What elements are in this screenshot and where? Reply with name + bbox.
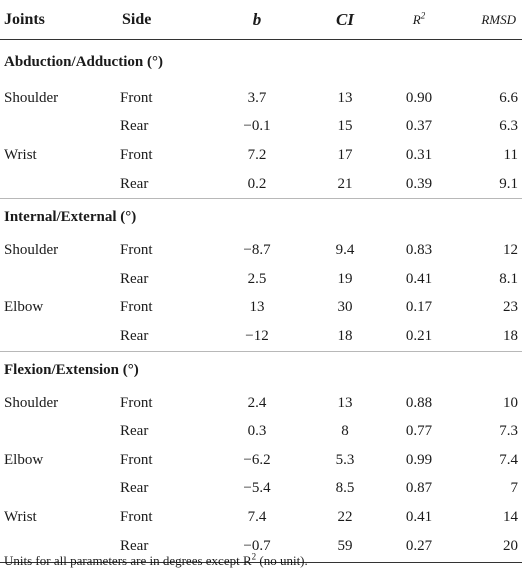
cell-rmsd: 10 xyxy=(503,394,518,411)
cell-rmsd: 6.6 xyxy=(499,89,518,106)
table-body xyxy=(0,40,522,563)
cell-rmsd: 6.3 xyxy=(499,118,518,135)
header-side: Side xyxy=(118,0,208,40)
table-row xyxy=(0,475,522,504)
cell-b: −12 xyxy=(245,327,269,344)
cell-ci: 19 xyxy=(337,270,353,287)
cell-ci: 8 xyxy=(341,423,349,440)
cell-rmsd: 11 xyxy=(503,146,518,163)
cell-b: −5.4 xyxy=(243,480,271,497)
cell-r2: 0.31 xyxy=(405,146,433,163)
cell-rmsd: 7.4 xyxy=(499,451,518,468)
header-b: b xyxy=(208,0,306,40)
group-header-row xyxy=(0,40,522,85)
cell-ci: 15 xyxy=(337,118,353,135)
group-header-row xyxy=(0,351,522,389)
cell-joint xyxy=(0,417,118,446)
group-title: Flexion/Extension (°) xyxy=(0,351,522,389)
table-row xyxy=(0,503,522,532)
cell-side: Rear xyxy=(120,270,149,287)
cell-b: 7.4 xyxy=(247,508,267,525)
cell-r2: 0.21 xyxy=(405,327,433,344)
cell-b: 0.2 xyxy=(247,175,267,192)
cell-b: 2.5 xyxy=(247,270,267,287)
table-row xyxy=(0,417,522,446)
header-r2 xyxy=(384,0,454,40)
cell-joint xyxy=(0,322,118,351)
footnote-sup: 2 xyxy=(251,551,257,562)
cell-ci: 5.3 xyxy=(335,451,355,468)
cell-r2: 0.39 xyxy=(405,175,433,192)
cell-rmsd: 7.3 xyxy=(499,423,518,440)
cell-side: Front xyxy=(120,299,153,316)
cell-b: 2.4 xyxy=(247,394,267,411)
cell-joint: Shoulder xyxy=(4,394,59,411)
table-row xyxy=(0,141,522,170)
group-header-row xyxy=(0,199,522,237)
cell-joint: Elbow xyxy=(4,451,44,468)
cell-r2: 0.99 xyxy=(405,451,433,468)
cell-joint: Elbow xyxy=(4,299,44,316)
cell-side: Front xyxy=(120,89,153,106)
cell-ci: 13 xyxy=(337,89,353,106)
cell-rmsd: 18 xyxy=(503,327,518,344)
cell-ci: 30 xyxy=(337,299,353,316)
header-r2-base: R xyxy=(412,11,421,27)
cell-rmsd: 9.1 xyxy=(499,175,518,192)
table-row xyxy=(0,294,522,323)
table-row xyxy=(0,446,522,475)
cell-side: Rear xyxy=(120,118,149,135)
cell-joint: Wrist xyxy=(4,508,37,525)
cell-side: Front xyxy=(120,394,153,411)
cell-rmsd: 8.1 xyxy=(499,270,518,287)
cell-b: 13 xyxy=(249,299,265,316)
cell-side: Rear xyxy=(120,480,149,497)
cell-rmsd: 12 xyxy=(503,242,518,259)
cell-r2: 0.27 xyxy=(384,532,454,563)
table-row xyxy=(0,113,522,142)
cell-ci: 21 xyxy=(337,175,353,192)
table-row xyxy=(0,322,522,351)
cell-rmsd: 14 xyxy=(503,508,518,525)
header-rmsd: RMSD xyxy=(454,0,522,40)
cell-r2: 0.41 xyxy=(405,270,433,287)
cell-joint xyxy=(0,113,118,142)
header-r2-sup: 2 xyxy=(420,10,426,21)
cell-side: Rear xyxy=(120,423,149,440)
header-joints: Joints xyxy=(0,0,118,40)
table-row xyxy=(0,236,522,265)
cell-side: Front xyxy=(120,451,153,468)
table-row xyxy=(0,265,522,294)
cell-side: Rear xyxy=(120,327,149,344)
cell-joint xyxy=(0,265,118,294)
cell-b: −8.7 xyxy=(243,242,271,259)
cell-ci: 8.5 xyxy=(335,480,355,497)
cell-rmsd: 7 xyxy=(510,480,518,497)
group-title: Abduction/Adduction (°) xyxy=(4,53,163,70)
cell-ci: 59 xyxy=(306,532,384,563)
cell-b: 7.2 xyxy=(247,146,267,163)
cell-b: 3.7 xyxy=(247,89,267,106)
cell-side: Front xyxy=(120,508,153,525)
table-row xyxy=(0,389,522,418)
cell-joint: Wrist xyxy=(4,146,37,163)
table-row xyxy=(0,170,522,199)
table-header-row xyxy=(0,0,522,40)
cell-ci: 18 xyxy=(337,327,353,344)
cell-joint: Shoulder xyxy=(4,242,59,259)
cell-ci: 17 xyxy=(337,146,353,163)
table-footnote xyxy=(4,553,308,569)
cell-rmsd: 23 xyxy=(503,299,518,316)
cell-r2: 0.88 xyxy=(405,394,433,411)
cell-b: −0.7 xyxy=(208,532,306,563)
cell-r2: 0.77 xyxy=(405,423,433,440)
footnote-text: Units for all parameters are in degrees except R xyxy=(4,553,252,568)
cell-side: Front xyxy=(120,242,153,259)
cell-r2: 0.41 xyxy=(405,508,433,525)
cell-b: −6.2 xyxy=(243,451,271,468)
cell-r2: 0.90 xyxy=(405,89,433,106)
cell-side: Front xyxy=(120,146,153,163)
cell-ci: 9.4 xyxy=(335,242,355,259)
cell-r2: 0.37 xyxy=(405,118,433,135)
cell-side: Rear xyxy=(120,175,149,192)
header-ci: CI xyxy=(306,0,384,40)
group-title: Internal/External (°) xyxy=(0,199,522,237)
cell-joint: Shoulder xyxy=(4,89,59,106)
cell-b: 0.3 xyxy=(247,423,267,440)
cell-r2: 0.17 xyxy=(405,299,433,316)
cell-ci: 13 xyxy=(337,394,353,411)
cell-joint xyxy=(0,475,118,504)
cell-b: −0.1 xyxy=(243,118,271,135)
cell-r2: 0.83 xyxy=(405,242,433,259)
table-row xyxy=(0,84,522,113)
cell-side: Rear xyxy=(118,532,208,563)
footnote-tail: (no unit). xyxy=(256,553,308,568)
cell-ci: 22 xyxy=(337,508,353,525)
cell-rmsd: 20 xyxy=(454,532,522,563)
cell-joint xyxy=(0,170,118,199)
cell-r2: 0.87 xyxy=(405,480,433,497)
